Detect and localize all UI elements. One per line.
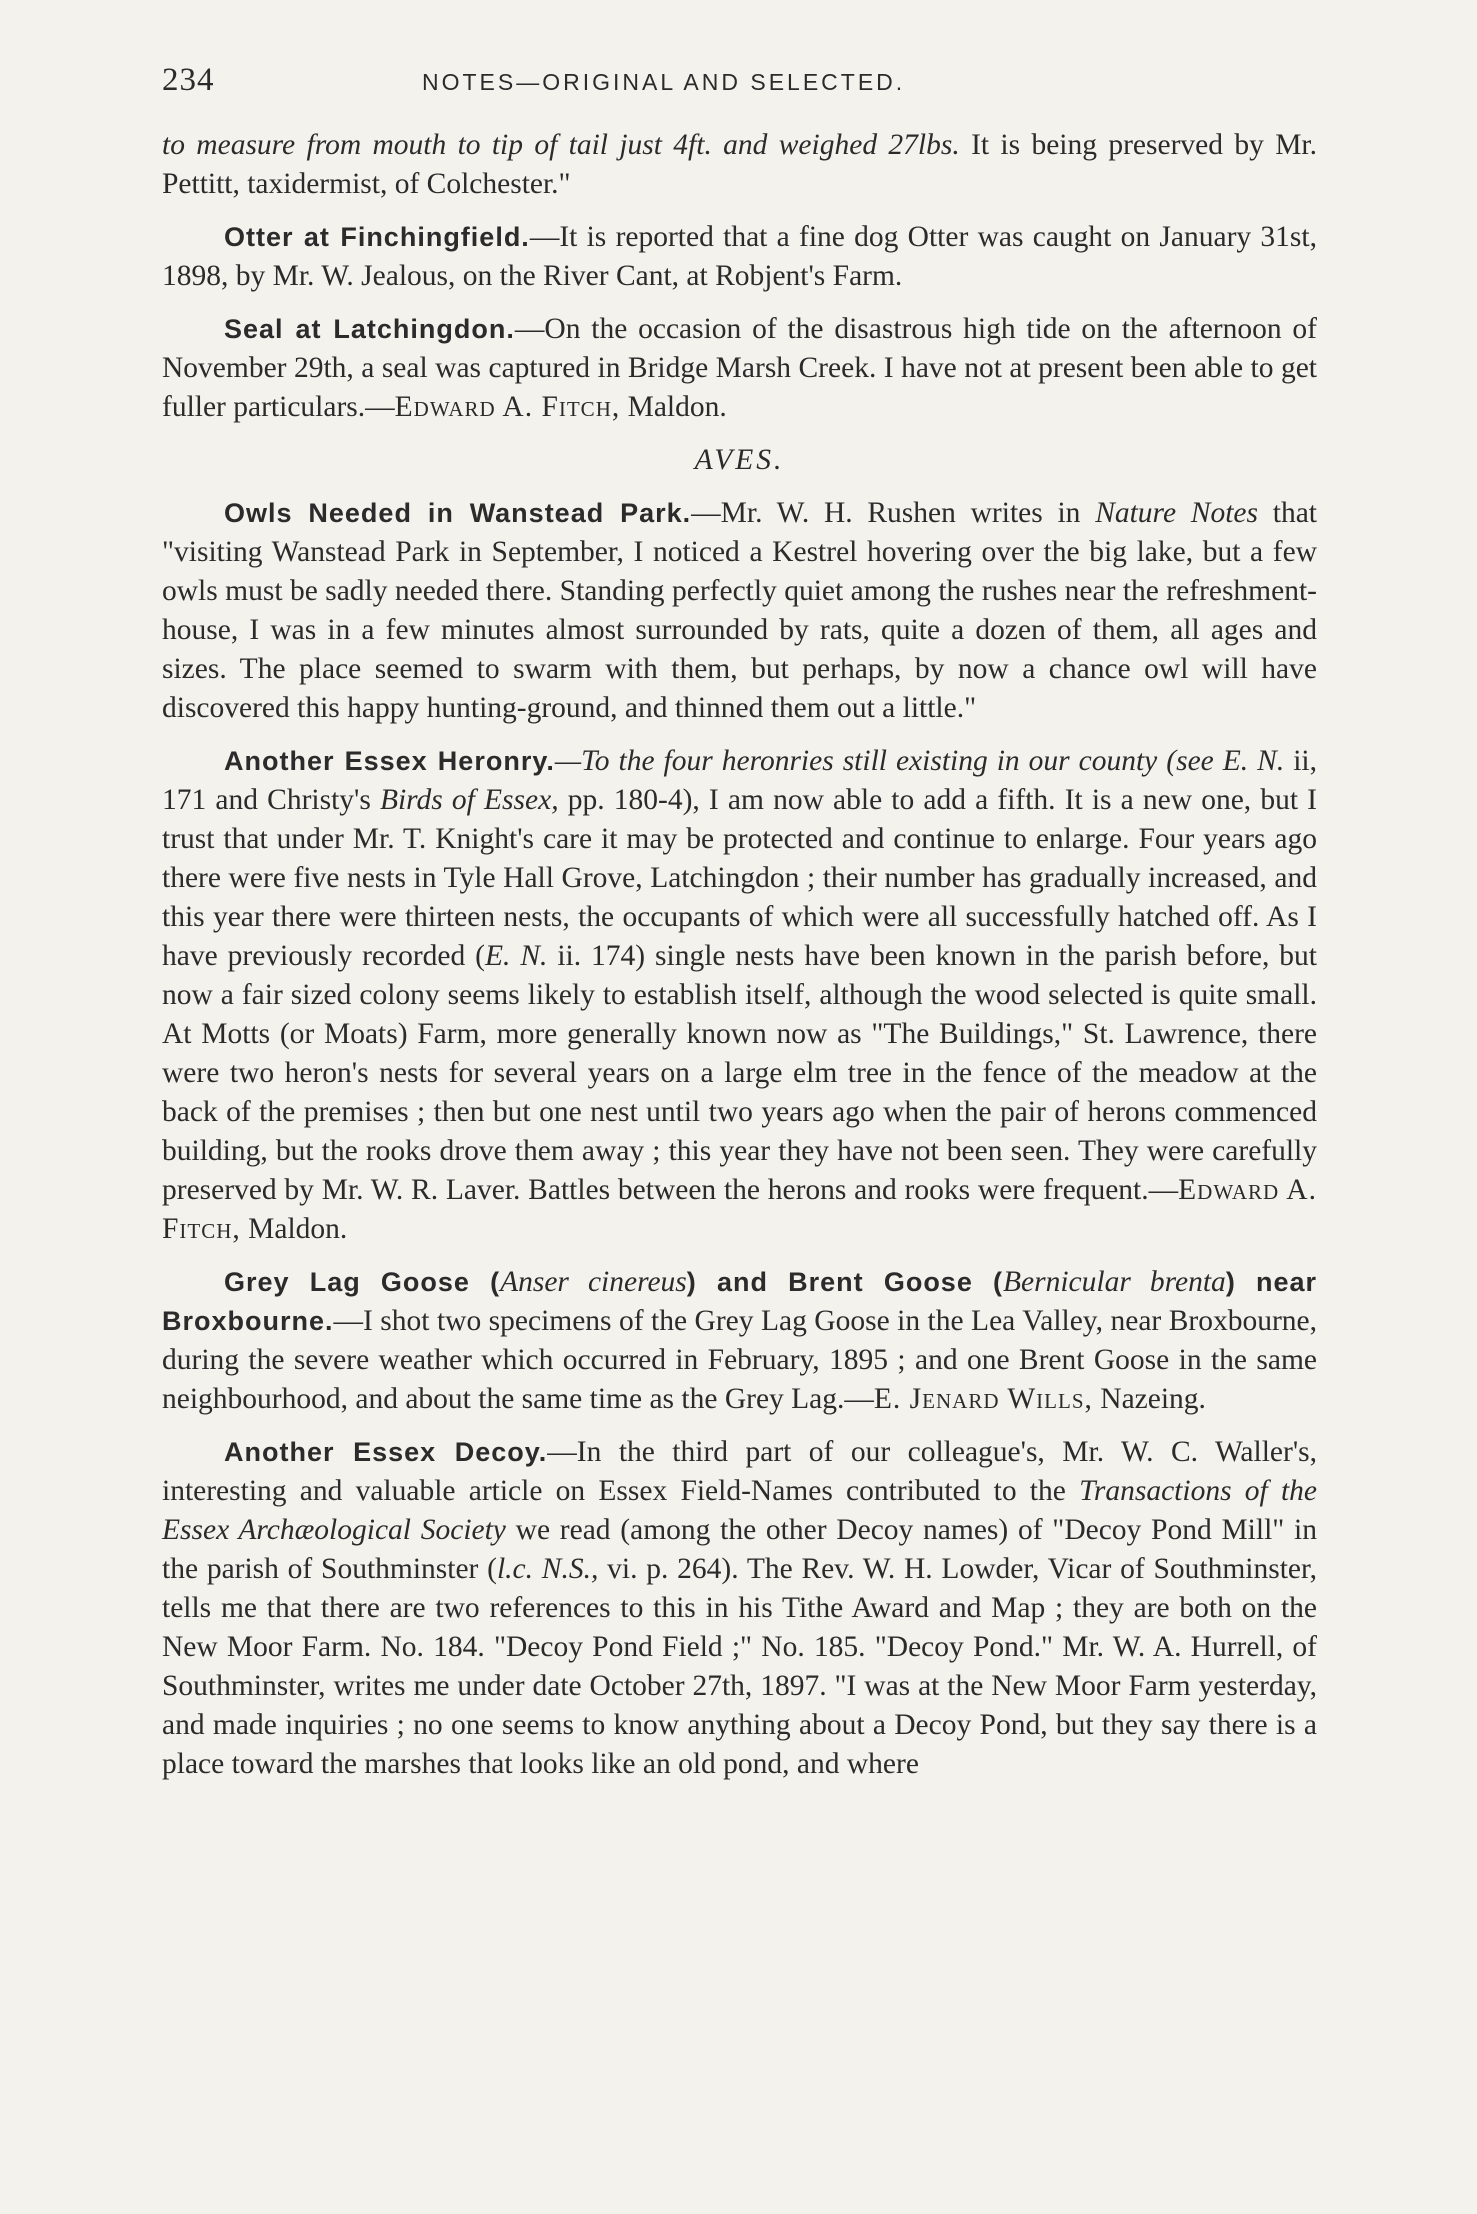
- note-body: —On the occasion of the disastrous high tide on the afternoon of November 29th, a seal was captured in Bridge Marsh Creek. I have not at present been able to get fuller particulars.—: [162, 313, 1317, 423]
- latin-name: Bernicular brenta: [1003, 1266, 1226, 1298]
- page-number: 234: [162, 62, 215, 98]
- note-body: —To the four heronries still existing in our county (: [554, 745, 1177, 777]
- journal-title: Nature Notes: [1095, 497, 1258, 529]
- note-heading: Another Essex Decoy.: [224, 1437, 548, 1467]
- paragraph-continuation: [162, 126, 1317, 204]
- note-otter: [162, 218, 1317, 296]
- note-heading: Another Essex Heronry.: [224, 746, 555, 776]
- note-heading: Owls Needed in Wanstead Park.: [224, 498, 692, 528]
- author-signature: Edward A. Fitch,: [394, 391, 621, 423]
- note-heading: ) near Broxbourne.: [162, 1267, 1318, 1336]
- citation: E. N.: [485, 940, 548, 972]
- note-decoy: [162, 1433, 1317, 1784]
- note-body: —It is reported that a fine dog Otter was caught on January 31st, 1898, by Mr. W. Jealous, on the River Cant, at Robjent's Farm.: [162, 221, 1317, 292]
- body-text-run: It is being preserved by Mr. Pettitt, taxidermist, of Colchester.": [162, 129, 1317, 200]
- note-body: ii, 171 and Christy's: [162, 745, 1317, 816]
- note-body: —I shot two specimens of the Grey Lag Goose in the Lea Valley, near Broxbourne, during the severe weather which occurred in February, 1895 ; and one Brent Goose in the same neighbourhood, and about the same time as the Grey Lag.—: [162, 1305, 1317, 1415]
- note-body: vi. p. 264). The Rev. W. H. Lowder, Vicar of Southminster, tells me that there are two references to this in his Tithe Award and Map ; they are both on the New Moor Farm. No. 184. "Decoy Pond Field ;" No. 185. "Decoy Pond." Mr. W. A. Hurrell, of Southminster, writes me under date October 27th, 1897. "I was at the New Moor Farm yesterday, and made inquiries ; no one seems to know anything about a Decoy Pond, but they say there is a place toward the marshes that looks like an old pond, and where: [162, 1553, 1318, 1780]
- note-heading: Otter at Finchingfield.: [224, 222, 530, 252]
- citation: l.c. N.S.,: [496, 1553, 599, 1585]
- running-head: [162, 62, 1317, 104]
- author-signature: Edward A. Fitch,: [162, 1174, 1317, 1245]
- note-body: we read (among the other Decoy names) of "Decoy Pond Mill" in the parish of Southminster (: [162, 1514, 1317, 1585]
- note-seal: [162, 310, 1317, 427]
- note-body: pp. 180-4), I am now able to add a fifth. It is a new one, but I trust that under Mr. T. Knight's care it may be protected and continue to enlarge. Four years ago there were five nests in Tyle Hall Grove, Latchingdon ; their number has gradually increased, and this year there were thirteen nests, the occupants of which were all successfully hatched off. As I have previously recorded (: [162, 784, 1317, 972]
- journal-title: Transactions of the Essex Archæological Society: [162, 1475, 1317, 1546]
- italic-text: to measure from mouth to tip of tail just 4ft. and weighed 27lbs.: [162, 129, 960, 161]
- section-heading: AVES.: [694, 444, 785, 476]
- note-body: —In the third part of our colleague's, Mr. W. C. Waller's, interesting and valuable article on Essex Field-Names contributed to the: [162, 1436, 1317, 1507]
- running-title: NOTES—ORIGINAL AND SELECTED.: [422, 69, 906, 95]
- note-body: ii. 174) single nests have been known in the parish before, but now a fair sized colony seems likely to establish itself, although the wood selected is quite small. At Motts (or Moats) Farm, more generally known now as "The Buildings," St. Lawrence, there were two heron's nests for several years on a large elm tree in the fence of the meadow at the back of the premises ; then but one nest until two years ago when the pair of herons commenced building, but the rooks drove them away ; this year they have not been seen. They were carefully preserved by Mr. W. R. Laver. Battles between the herons and rooks were frequent.—: [162, 940, 1317, 1206]
- body-text: [162, 126, 1317, 1784]
- author-place: Nazeing.: [1092, 1383, 1206, 1415]
- note-heading: Seal at Latchingdon.: [224, 314, 515, 344]
- author-place: Maldon.: [240, 1213, 348, 1245]
- note-body: that "visiting Wanstead Park in September, I noticed a Kestrel hovering over the big lake, but a few owls must be sadly needed there. Standing perfectly quiet among the rushes near the refreshment-house, I was in a few minutes almost surrounded by rats, quite a dozen of them, all ages and sizes. The place seemed to swarm with them, but perhaps, by now a chance owl will have discovered this happy hunting-ground, and thinned them out a little.": [162, 497, 1317, 724]
- citation: see E. N.: [1176, 745, 1285, 777]
- note-heading: Grey Lag Goose (: [224, 1267, 501, 1297]
- book-title: Birds of Essex,: [379, 784, 559, 816]
- author-place: Maldon.: [620, 391, 727, 423]
- author-signature: E. Jenard Wills,: [873, 1383, 1093, 1415]
- note-body: —Mr. W. H. Rushen writes in: [691, 497, 1096, 529]
- note-owls: [162, 494, 1317, 728]
- note-heading: ) and Brent Goose (: [686, 1267, 1004, 1297]
- note-heronry: [162, 742, 1317, 1249]
- latin-name: Anser cinereus: [500, 1266, 687, 1298]
- note-geese: [162, 1263, 1317, 1419]
